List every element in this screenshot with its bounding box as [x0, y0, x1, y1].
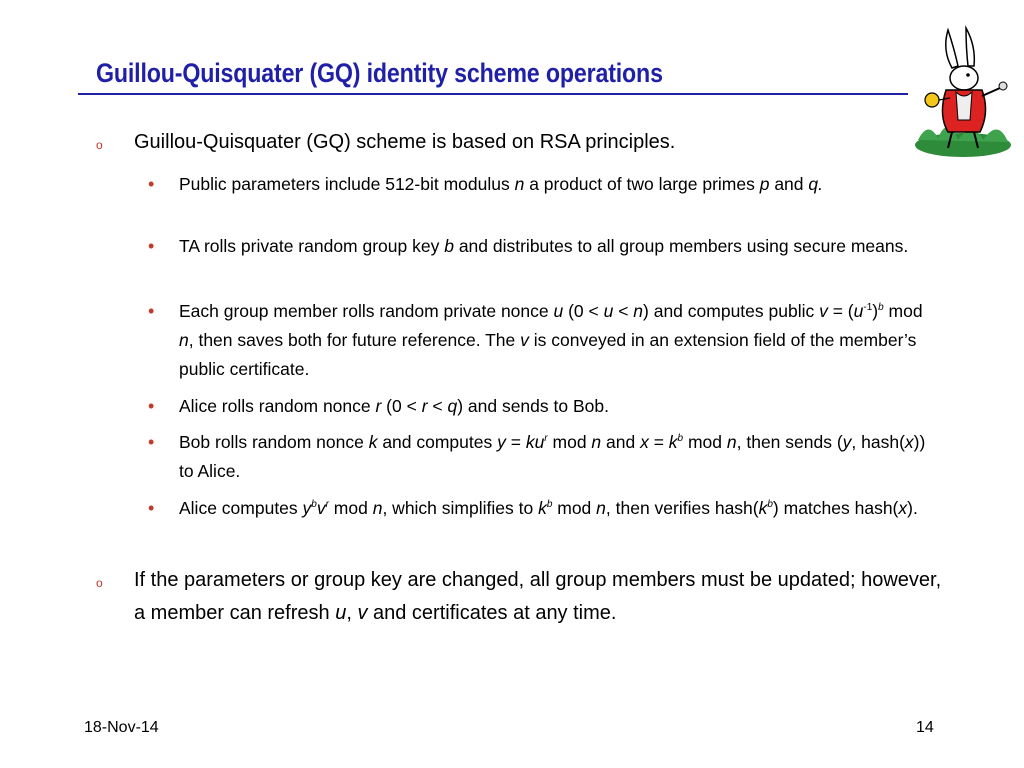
- bullet-text-segment: v: [819, 301, 828, 321]
- bullet-text-segment: p: [759, 174, 770, 194]
- bullet-text-segment: If the parameters or group key are changed, all group members must be updated; however, a member can refresh: [134, 569, 942, 624]
- bullet-marker: o: [96, 138, 103, 152]
- bullet-marker: •: [148, 396, 155, 416]
- bullet-text-segment: , which simplifies to: [382, 498, 539, 518]
- bullet-text-segment: ) and computes public: [643, 301, 820, 321]
- bullet-text-segment: <: [427, 396, 448, 416]
- bullet-text-segment: and distributes to all group members using secure means.: [453, 236, 909, 256]
- bullet-text-segment: Alice computes: [179, 498, 303, 518]
- bullet-text-segment: v: [316, 498, 326, 518]
- bullet-text-segment: )) to Alice.: [179, 432, 926, 481]
- bullet-text-segment: Alice rolls random nonce: [179, 396, 376, 416]
- bullet-text-segment: b: [546, 499, 553, 511]
- bullet-text-segment: mod: [552, 498, 597, 518]
- bullet-text-segment: = (: [827, 301, 854, 321]
- bullet-text-segment: u: [853, 301, 864, 321]
- bullet-text-segment: mod: [883, 301, 923, 321]
- bullet-item-level2: [148, 232, 939, 261]
- bullet-marker: •: [148, 432, 155, 452]
- bullet-item-level2: [148, 392, 939, 421]
- bullet-text-segment: q: [447, 396, 458, 416]
- bullet-marker: •: [148, 236, 155, 256]
- bullet-text-segment: n: [596, 498, 606, 518]
- bullet-text-segment: k: [538, 498, 547, 518]
- bullet-text-segment: b: [878, 302, 884, 314]
- footer-date: 18-Nov-14: [84, 719, 159, 736]
- bullet-text-segment: r: [421, 396, 428, 416]
- bullet-item-level2: [148, 297, 939, 384]
- bullet-text-segment: y: [497, 432, 506, 452]
- bullet-text-segment: n: [726, 432, 737, 452]
- bullet-marker: •: [148, 301, 155, 321]
- bullet-text-segment: r: [544, 433, 548, 445]
- bullet-text-segment: r: [375, 396, 382, 416]
- bullet-text-segment: x: [904, 432, 914, 452]
- bullet-text-segment: b: [444, 236, 454, 256]
- bullet-text-segment: u: [335, 602, 347, 624]
- slide-title: Guillou-Quisquater (GQ) identity scheme operations: [96, 58, 663, 88]
- bullet-text-segment: =: [505, 432, 526, 452]
- bullet-item-level1: [96, 126, 949, 159]
- bullet-text-segment: n: [633, 301, 644, 321]
- bullet-marker: •: [148, 498, 155, 518]
- bullet-text-segment: ku: [525, 432, 545, 452]
- bullet-text-segment: k: [368, 432, 378, 452]
- bullet-text-segment: v: [520, 330, 529, 350]
- bullet-text-segment: x: [640, 432, 649, 452]
- bullet-item-level2: [148, 428, 939, 486]
- bullet-text-segment: TA rolls private random group key: [179, 236, 445, 256]
- bullet-text-segment: mod: [547, 432, 592, 452]
- bullet-text-segment: (0 <: [381, 396, 422, 416]
- bullet-text-segment: Public parameters include 512-bit modulus: [179, 174, 515, 194]
- bullet-text-segment: b: [311, 499, 317, 511]
- bullet-text-segment: and: [769, 174, 809, 194]
- bullet-text-segment: v: [357, 602, 368, 624]
- bullet-text-segment: ): [872, 301, 879, 321]
- bullet-text-segment: y: [842, 432, 852, 452]
- title-underline: [78, 93, 908, 95]
- bullet-text-segment: , then verifies hash(: [605, 498, 759, 518]
- bullet-text-segment: (0 <: [563, 301, 604, 321]
- bullet-text-segment: u: [553, 301, 564, 321]
- bullet-text-segment: ) and sends to Bob.: [457, 396, 609, 416]
- bullet-text-segment: n: [179, 330, 189, 350]
- bullet-text-segment: ) matches hash(: [772, 498, 899, 518]
- bullet-text-segment: mod: [683, 432, 727, 452]
- bullet-text-segment: =: [648, 432, 669, 452]
- bullet-text-segment: Each group member rolls random private nonce: [179, 301, 554, 321]
- bullet-text-segment: b: [677, 433, 684, 445]
- bullet-text-segment: a product of two large primes: [524, 174, 760, 194]
- bullet-text-segment: and: [601, 432, 641, 452]
- bullet-text-segment: , hash(: [851, 432, 905, 452]
- bullet-text-segment: y: [302, 498, 312, 518]
- bullet-text-segment: mod: [328, 498, 373, 518]
- bullet-text-segment: u: [603, 301, 614, 321]
- footer-page-number: 14: [916, 719, 934, 736]
- bullet-item-level1: [96, 564, 949, 630]
- bullet-item-level2: [148, 170, 939, 199]
- bullet-text-segment: r: [325, 499, 329, 511]
- bullet-text-segment: and certificates at any time.: [367, 602, 617, 624]
- bullet-marker: •: [148, 174, 155, 194]
- bullet-text-segment: n: [372, 498, 383, 518]
- bullet-text-segment: -1: [863, 302, 873, 314]
- bullet-text-segment: b: [767, 499, 773, 511]
- bullet-text-segment: Guillou-Quisquater (GQ) scheme is based on RSA principles.: [134, 131, 676, 153]
- bullet-text-segment: <: [613, 301, 634, 321]
- bullet-text-segment: ,: [346, 602, 358, 624]
- bullet-text-segment: and computes: [377, 432, 498, 452]
- bullet-marker: o: [96, 576, 103, 590]
- bullet-text-segment: n: [591, 432, 602, 452]
- bullet-text-segment: n: [514, 174, 525, 194]
- bullet-text-segment: is conveyed in an extension field of the member’s public certificate.: [179, 330, 917, 379]
- bullet-text-segment: ).: [907, 498, 918, 518]
- bullet-text-segment: , then sends (: [736, 432, 843, 452]
- bullet-text-segment: x: [898, 498, 908, 518]
- bullet-text-segment: q.: [808, 174, 823, 194]
- bullet-text-segment: Bob rolls random nonce: [179, 432, 369, 452]
- bullet-item-level2: [148, 494, 939, 523]
- bullet-text-segment: k: [668, 432, 678, 452]
- bullet-text-segment: , then saves both for future reference. The: [188, 330, 521, 350]
- bullet-text-segment: k: [758, 498, 768, 518]
